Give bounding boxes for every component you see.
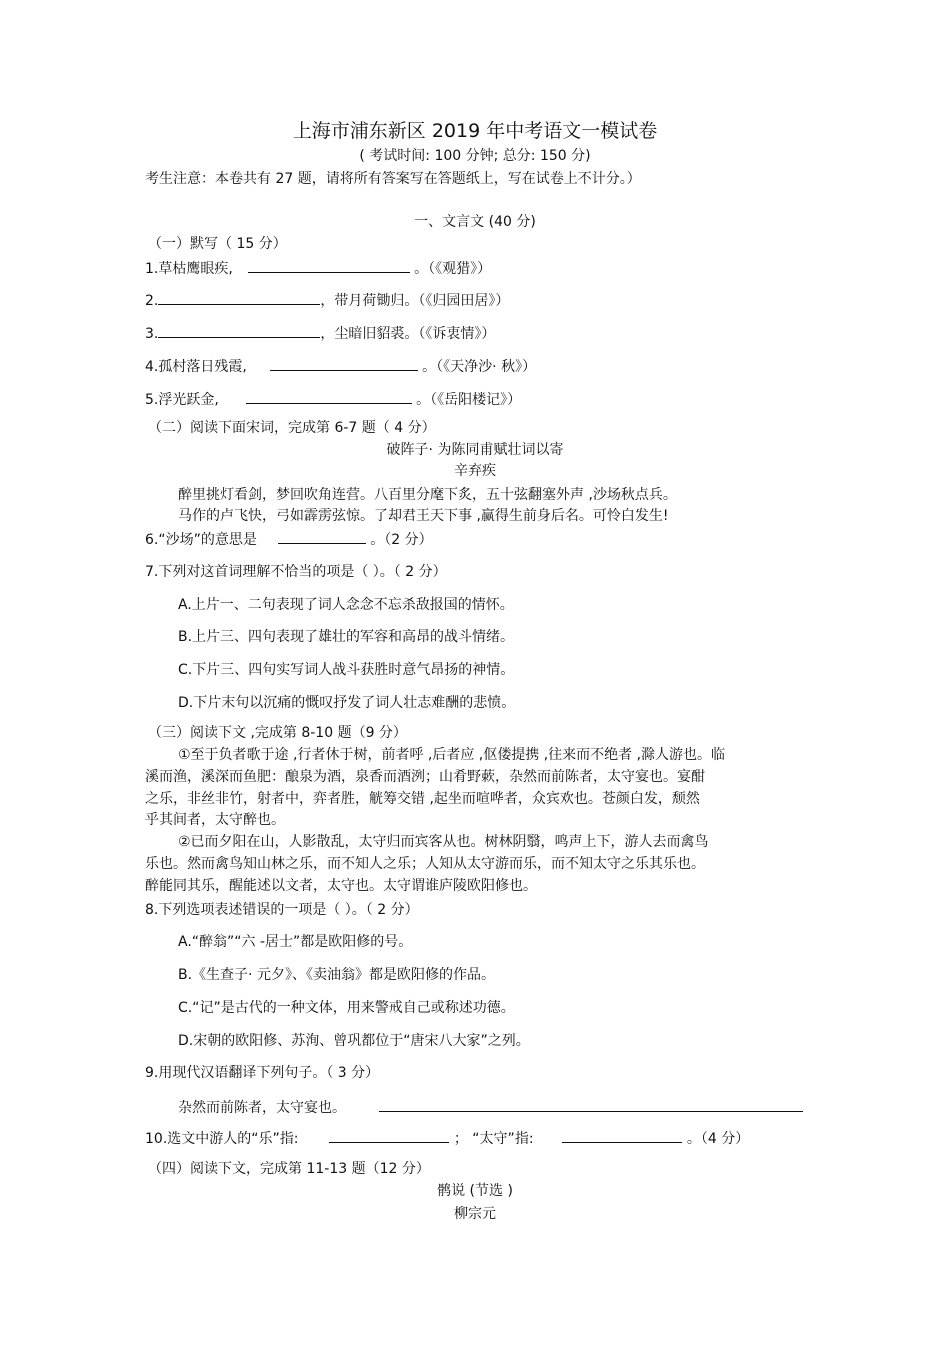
question-10 — [145, 1128, 749, 1148]
q2-answer-blank[interactable] — [158, 290, 320, 305]
poem-line: 马作的卢飞快，弓如霹雳弦惊。了却君王天下事 ,赢得生前身后名。可怜白发生! — [178, 508, 669, 524]
passage-line: 醉能同其乐，醒能述以文者，太守也。太守谓谁庐陵欧阳修也。 — [145, 878, 537, 894]
passage-line: 溪而渔，溪深而鱼肥：酿泉为酒，泉香而酒洌；山肴野蔌，杂然而前陈者，太守宴也。宴酣 — [145, 769, 705, 785]
part4-title: （四）阅读下文，完成第 11-13 题（12 分） — [148, 1161, 430, 1177]
q10-text-before: 10.选文中游人的“乐”指: — [145, 1131, 299, 1147]
q4-text-before: 4.孤村落日残霞, — [145, 359, 247, 375]
part1-title: （一）默写（ 15 分） — [148, 236, 287, 252]
question-8-stem: 8.下列选项表述错误的一项是（ ）。（ 2 分） — [145, 902, 419, 918]
q8-option-d: D.宋朝的欧阳修、苏洵、曾巩都位于“唐宋八大家”之列。 — [178, 1033, 530, 1049]
q10-text-after: 。（4 分） — [686, 1131, 750, 1147]
q6-answer-blank[interactable] — [278, 529, 366, 544]
q7-option-d: D.下片末句以沉痛的慨叹抒发了词人壮志难酬的悲愤。 — [178, 695, 516, 711]
q1-text-after: 。（《观猎》） — [414, 261, 492, 277]
question-9-stem: 9.用现代汉语翻译下列句子。（ 3 分） — [145, 1065, 380, 1081]
q1-text-before: 1.草枯鹰眼疾, — [145, 261, 233, 277]
part2-title: （二）阅读下面宋词，完成第 6-7 题（ 4 分） — [148, 420, 436, 436]
q5-text-before: 5.浮光跃金, — [145, 392, 219, 408]
q5-answer-blank[interactable] — [246, 389, 412, 404]
q7-option-b: B.上片三、四句表现了雄壮的军容和高昂的战斗情绪。 — [178, 629, 515, 645]
passage-line: 乎其间者，太守醉也。 — [145, 812, 285, 828]
q7-option-c: C.下片三、四句实写词人战斗获胜时意气昂扬的神情。 — [178, 662, 515, 678]
question-7-stem: 7.下列对这首词理解不恰当的项是（ ）。（ 2 分） — [145, 564, 447, 580]
question-9-sentence — [178, 1097, 803, 1117]
part3-title: （三）阅读下文 ,完成第 8-10 题（9 分） — [148, 725, 407, 741]
exam-notice: 考生注意：本卷共有 27 题，请将所有答案写在答题纸上，写在试卷上不计分。） — [145, 171, 641, 187]
q6-text-before: 6.“沙场”的意思是 — [145, 532, 257, 548]
question-4 — [145, 356, 536, 376]
section-heading: 一、文言文 (40 分) — [414, 214, 536, 230]
q2-text-after: ，带月荷锄归。（《归园田居》） — [320, 293, 510, 309]
q2-text-before: 2. — [145, 293, 159, 309]
passage-line: ②已而夕阳在山，人影散乱，太守归而宾客从也。树林阴翳，鸣声上下，游人去而禽鸟 — [178, 834, 709, 850]
poem-line: 醉里挑灯看剑，梦回吹角连营。八百里分麾下炙，五十弦翻塞外声 ,沙场秋点兵。 — [178, 487, 677, 503]
page-title: 上海市浦东新区 2019 年中考语文一模试卷 — [292, 120, 658, 142]
q3-answer-blank[interactable] — [158, 323, 320, 338]
exam-info: ( 考试时间: 100 分钟; 总分: 150 分) — [359, 148, 591, 164]
q8-option-b: B.《生查子· 元夕》、《卖油翁》都是欧阳修的作品。 — [178, 967, 495, 983]
passage-line: ①至于负者歌于途 ,行者休于树，前者呼 ,后者应 ,伛偻提携 ,往来而不绝者 ,滁人游也。临 — [178, 747, 726, 763]
question-5 — [145, 389, 521, 409]
q10-text-mid: ； “太守”指: — [453, 1131, 534, 1147]
q9-sentence-text: 杂然而前陈者，太守宴也。 — [178, 1100, 346, 1116]
passage-line: 乐也。然而禽鸟知山林之乐，而不知人之乐；人知从太守游而乐，而不知太守之乐其乐也。 — [145, 856, 705, 872]
q10-answer-blank-2[interactable] — [562, 1128, 682, 1143]
q8-option-c: C.“记”是古代的一种文体，用来警戒自己或称述功德。 — [178, 1000, 515, 1016]
q9-answer-blank[interactable] — [379, 1097, 803, 1112]
question-6 — [145, 529, 433, 549]
passage-line: 之乐，非丝非竹，射者中，弈者胜，觥筹交错 ,起坐而喧哗者，众宾欢也。苍颜白发，颓然 — [145, 791, 700, 807]
q6-text-after: 。（2 分） — [370, 532, 433, 548]
q1-answer-blank[interactable] — [248, 258, 410, 273]
essay-author: 柳宗元 — [454, 1206, 496, 1222]
poem-title: 破阵子· 为陈同甫赋壮词以寄 — [386, 442, 564, 458]
question-1 — [145, 258, 491, 278]
q5-text-after: 。（《岳阳楼记》） — [416, 392, 522, 408]
q7-option-a: A.上片一、二句表现了词人念念不忘杀敌报国的情怀。 — [178, 597, 514, 613]
q3-text-before: 3. — [145, 326, 159, 342]
poem-author: 辛弃疾 — [454, 463, 496, 479]
question-2 — [145, 290, 509, 310]
question-3 — [145, 323, 495, 343]
q8-option-a: A.“醉翁”“六 -居士”都是欧阳修的号。 — [178, 934, 413, 950]
essay-title: 鹘说 (节选 ) — [437, 1183, 513, 1199]
q10-answer-blank-1[interactable] — [329, 1128, 449, 1143]
q4-text-after: 。（《天净沙· 秋》） — [422, 359, 537, 375]
q4-answer-blank[interactable] — [270, 356, 418, 371]
q3-text-after: ，尘暗旧貂裘。（《诉衷情》） — [320, 326, 496, 342]
